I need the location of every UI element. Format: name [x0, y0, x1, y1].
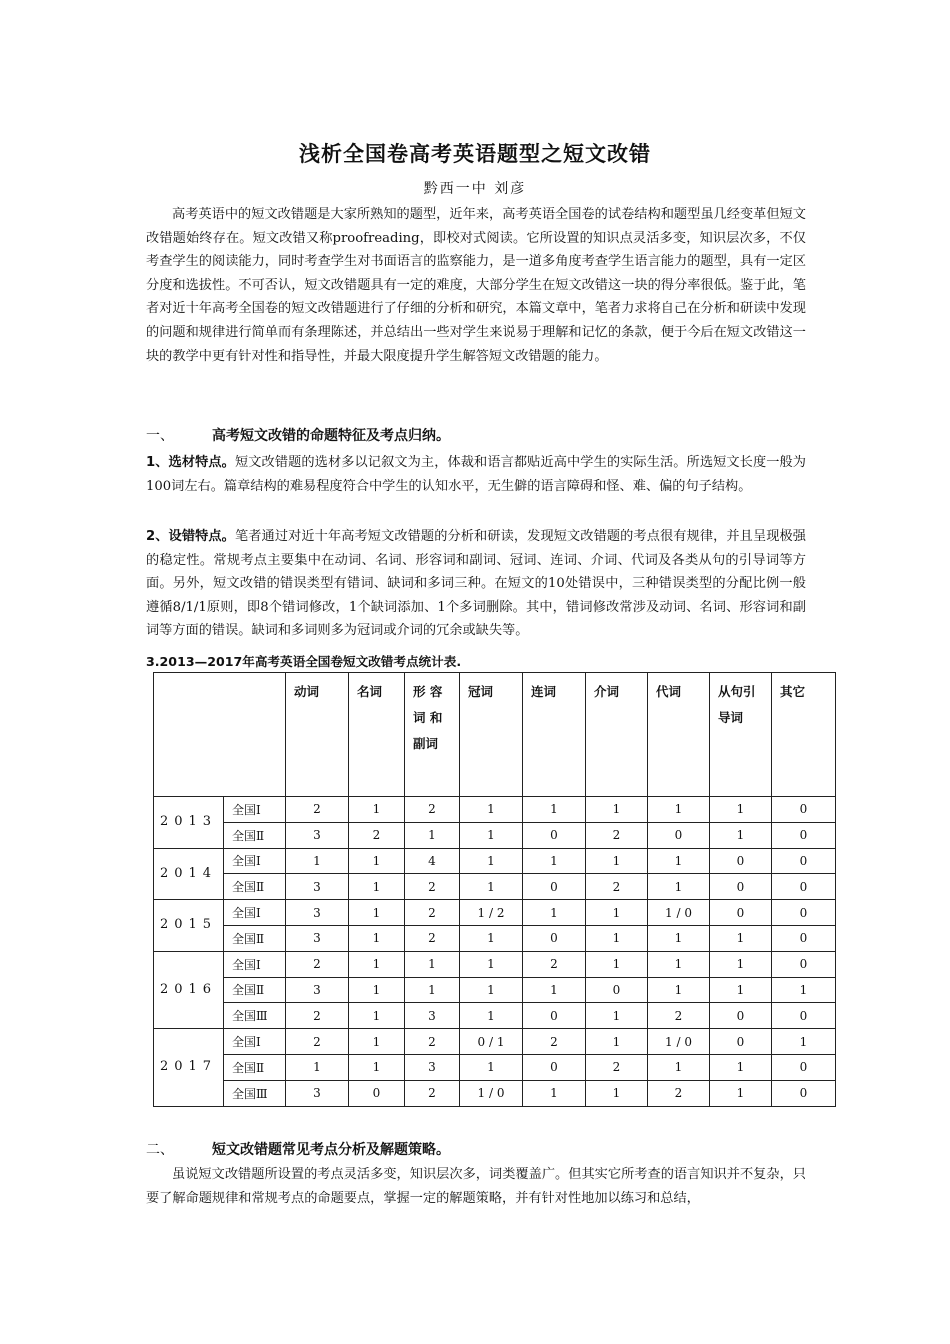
count-cell: 2: [286, 1029, 349, 1055]
count-cell: 1: [586, 900, 648, 926]
count-cell: 3: [286, 1080, 349, 1106]
count-cell: 1: [460, 822, 523, 848]
count-cell: 1: [460, 1003, 523, 1029]
section-1-number: 一、: [146, 428, 174, 444]
count-cell: 0 / 1: [460, 1029, 523, 1055]
point-1-lead: 1、选材特点。: [146, 455, 235, 470]
table-row: [154, 1080, 836, 1106]
count-cell: 2: [405, 874, 460, 900]
count-cell: 2: [405, 900, 460, 926]
count-cell: 1: [460, 874, 523, 900]
count-cell: 0: [772, 1003, 836, 1029]
count-cell: 2: [286, 797, 349, 823]
count-cell: 3: [405, 1003, 460, 1029]
table-header: 其它: [772, 673, 836, 797]
count-cell: 1: [586, 951, 648, 977]
point-2-text: 笔者通过对近十年高考短文改错题的分析和研读，发现短文改错题的考点很有规律，并且呈现极强的稳定性。常规考点主要集中在动词、名词、形容词和副词、冠词、连词、介词、代词及各类从句的引导词等方面。另外，短文改错的错误类型有错词、缺词和多词三种。在短文的10处错误中，三种错误类型的分配比例一般遵循8/1/1原则，即8个错词修改，1个缺词添加、1个多词删除。其中，错词修改常涉及动词、名词、形容词和副词等方面的错误。缺词和多词则多为冠词或介词的冗余或缺失等。: [146, 529, 806, 639]
count-cell: 1: [349, 977, 405, 1003]
table-header: 连词: [523, 673, 586, 797]
section-2-heading: [146, 1139, 450, 1159]
paper-cell: 全国Ⅲ: [224, 1003, 286, 1029]
count-cell: 0: [710, 874, 772, 900]
table-header: 名词: [349, 673, 405, 797]
point-1-paragraph: [146, 451, 806, 498]
table-header-row: [154, 673, 836, 797]
table-row: [154, 951, 836, 977]
count-cell: 0: [523, 925, 586, 951]
count-cell: 1: [523, 797, 586, 823]
count-cell: 2: [523, 951, 586, 977]
count-cell: 3: [405, 1054, 460, 1080]
count-cell: 1: [349, 1054, 405, 1080]
count-cell: 2: [405, 1080, 460, 1106]
count-cell: 1 / 0: [460, 1080, 523, 1106]
count-cell: 0: [523, 822, 586, 848]
count-cell: 1: [710, 1054, 772, 1080]
paper-cell: 全国Ⅱ: [224, 822, 286, 848]
count-cell: 0: [586, 977, 648, 1003]
count-cell: 1: [710, 925, 772, 951]
count-cell: 1: [586, 1003, 648, 1029]
point-2-lead: 2、设错特点。: [146, 529, 235, 544]
point-1-text: 短文改错题的选材多以记叙文为主，体裁和语言都贴近高中学生的实际生活。所选短文长度一般为100词左右。篇章结构的难易程度符合中学生的认知水平，无生僻的语言障碍和怪、难、偏的句子结构。: [146, 455, 806, 494]
count-cell: 1: [648, 1054, 710, 1080]
count-cell: 1: [586, 848, 648, 874]
year-cell: 2017: [154, 1029, 224, 1106]
count-cell: 1: [349, 951, 405, 977]
count-cell: 1: [349, 874, 405, 900]
table-row: [154, 900, 836, 926]
count-cell: 1: [648, 925, 710, 951]
count-cell: 3: [286, 900, 349, 926]
author-line: 黔西一中 刘彦: [423, 181, 527, 197]
table-row: [154, 874, 836, 900]
point-2-paragraph: [146, 525, 806, 643]
count-cell: 0: [710, 900, 772, 926]
count-cell: 1: [586, 1029, 648, 1055]
count-cell: 1: [710, 951, 772, 977]
count-cell: 2: [648, 1003, 710, 1029]
count-cell: 0: [349, 1080, 405, 1106]
count-cell: 2: [586, 822, 648, 848]
table-header: 代词: [648, 673, 710, 797]
paper-cell: 全国Ⅱ: [224, 977, 286, 1003]
count-cell: 2: [648, 1080, 710, 1106]
count-cell: 0: [710, 848, 772, 874]
count-cell: 1: [710, 1080, 772, 1106]
year-cell: 2016: [154, 951, 224, 1028]
count-cell: 1: [349, 1029, 405, 1055]
count-cell: 2: [405, 1029, 460, 1055]
count-cell: 1: [523, 848, 586, 874]
count-cell: 1: [349, 925, 405, 951]
count-cell: 0: [772, 874, 836, 900]
count-cell: 1: [460, 848, 523, 874]
count-cell: 1: [648, 874, 710, 900]
count-cell: 1: [710, 797, 772, 823]
count-cell: 3: [286, 977, 349, 1003]
paper-cell: 全国Ⅰ: [224, 797, 286, 823]
intro-paragraph: 高考英语中的短文改错题是大家所熟知的题型，近年来，高考英语全国卷的试卷结构和题型虽几经变革但短文改错题始终存在。短文改错又称proofreading，即校对式阅读。它所设置的知识点灵活多变，知识层次多，不仅考查学生的阅读能力，同时考查学生对书面语言的监察能力，是一道多角度考查学生语言能力的题型，具有一定区分度和选拔性。不可否认，短文改错题具有一定的难度，大部分学生在短文改错这一块的得分率很低。鉴于此，笔者对近十年高考全国卷的短文改错题进行了仔细的分析和研究，本篇文章中，笔者力求将自己在分析和研读中发现的问题和规律进行简单而有条理陈述，并总结出一些对学生来说易于理解和记忆的条款，便于今后在短文改错这一块的教学中更有针对性和指导性，并最大限度提升学生解答短文改错题的能力。: [146, 207, 806, 364]
statistics-table: [153, 672, 836, 1107]
count-cell: 1: [648, 848, 710, 874]
count-cell: 0: [772, 822, 836, 848]
count-cell: 4: [405, 848, 460, 874]
count-cell: 0: [772, 925, 836, 951]
table-row: [154, 1029, 836, 1055]
count-cell: 1: [772, 1029, 836, 1055]
year-cell: 2013: [154, 797, 224, 849]
count-cell: 1: [586, 797, 648, 823]
count-cell: 1: [460, 925, 523, 951]
count-cell: 0: [772, 848, 836, 874]
count-cell: 1: [460, 951, 523, 977]
table-header: 冠词: [460, 673, 523, 797]
count-cell: 1: [586, 925, 648, 951]
count-cell: 1: [349, 900, 405, 926]
table-header: 从句引导词: [710, 673, 772, 797]
paper-cell: 全国Ⅲ: [224, 1080, 286, 1106]
section-2-number: 二、: [146, 1142, 174, 1158]
count-cell: 2: [349, 822, 405, 848]
count-cell: 1: [460, 1054, 523, 1080]
count-cell: 2: [405, 925, 460, 951]
count-cell: 2: [286, 951, 349, 977]
table-corner-cell: [154, 673, 286, 797]
paper-cell: 全国Ⅱ: [224, 874, 286, 900]
table-row: [154, 822, 836, 848]
count-cell: 1 / 0: [648, 900, 710, 926]
count-cell: 3: [286, 822, 349, 848]
count-cell: 1: [349, 1003, 405, 1029]
paper-cell: 全国Ⅰ: [224, 900, 286, 926]
table-row: [154, 1054, 836, 1080]
count-cell: 1: [586, 1080, 648, 1106]
count-cell: 2: [586, 874, 648, 900]
section-2-title: 短文改错题常见考点分析及解题策略。: [212, 1142, 450, 1158]
count-cell: 1: [523, 977, 586, 1003]
year-cell: 2014: [154, 848, 224, 900]
count-cell: 1: [710, 822, 772, 848]
table-header: 形 容 词 和 副词: [405, 673, 460, 797]
count-cell: 1: [405, 951, 460, 977]
count-cell: 0: [523, 874, 586, 900]
count-cell: 1: [523, 1080, 586, 1106]
count-cell: 1: [460, 797, 523, 823]
count-cell: 1: [460, 977, 523, 1003]
count-cell: 2: [586, 1054, 648, 1080]
count-cell: 2: [523, 1029, 586, 1055]
count-cell: 0: [710, 1003, 772, 1029]
table-header: 动词: [286, 673, 349, 797]
table-row: [154, 977, 836, 1003]
count-cell: 0: [523, 1054, 586, 1080]
paper-cell: 全国Ⅰ: [224, 848, 286, 874]
count-cell: 0: [648, 822, 710, 848]
count-cell: 0: [772, 1054, 836, 1080]
table-header: 介词: [586, 673, 648, 797]
paper-cell: 全国Ⅱ: [224, 925, 286, 951]
table-row: [154, 1003, 836, 1029]
paper-cell: 全国Ⅰ: [224, 951, 286, 977]
year-cell: 2015: [154, 900, 224, 952]
table-row: [154, 925, 836, 951]
count-cell: 1: [405, 822, 460, 848]
count-cell: 3: [286, 874, 349, 900]
count-cell: 2: [405, 797, 460, 823]
section-1-title: 高考短文改错的命题特征及考点归纳。: [212, 428, 450, 444]
count-cell: 0: [772, 797, 836, 823]
count-cell: 1: [648, 797, 710, 823]
section-1-heading: [146, 425, 450, 445]
table-row: [154, 848, 836, 874]
count-cell: 1: [349, 848, 405, 874]
count-cell: 1: [648, 951, 710, 977]
count-cell: 1 / 2: [460, 900, 523, 926]
closing-paragraph: 虽说短文改错题所设置的考点灵活多变，知识层次多，词类覆盖广。但其实它所考查的语言知识并不复杂，只要了解命题规律和常规考点的命题要点，掌握一定的解题策略，并有针对性地加以练习和总结，: [146, 1167, 806, 1206]
count-cell: 1: [523, 900, 586, 926]
count-cell: 1: [710, 977, 772, 1003]
count-cell: 1: [349, 797, 405, 823]
count-cell: 0: [523, 1003, 586, 1029]
count-cell: 2: [286, 1003, 349, 1029]
table-caption: 3.2013—2017年高考英语全国卷短文改错考点统计表.: [146, 654, 462, 669]
page-title: 浅析全国卷高考英语题型之短文改错: [299, 142, 651, 166]
count-cell: 1: [286, 1054, 349, 1080]
count-cell: 0: [772, 1080, 836, 1106]
count-cell: 0: [772, 951, 836, 977]
count-cell: 1: [772, 977, 836, 1003]
count-cell: 1: [405, 977, 460, 1003]
table-row: [154, 797, 836, 823]
count-cell: 0: [772, 900, 836, 926]
table-body: [154, 797, 836, 1107]
count-cell: 1 / 0: [648, 1029, 710, 1055]
count-cell: 0: [710, 1029, 772, 1055]
count-cell: 3: [286, 925, 349, 951]
paper-cell: 全国Ⅱ: [224, 1054, 286, 1080]
count-cell: 1: [648, 977, 710, 1003]
paper-cell: 全国Ⅰ: [224, 1029, 286, 1055]
count-cell: 1: [286, 848, 349, 874]
